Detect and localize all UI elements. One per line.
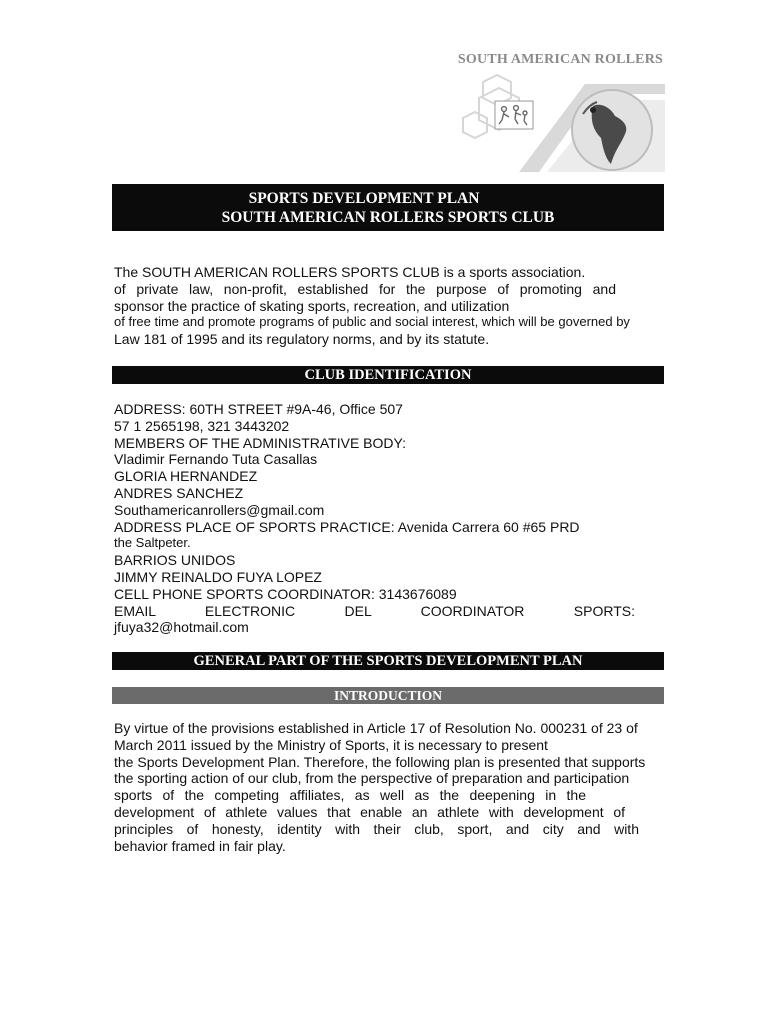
- text-line: March 2011 issued by the Ministry of Sports, it is necessary to present: [114, 736, 548, 753]
- address-line: ADDRESS: 60TH STREET #9A-46, Office 507: [114, 401, 403, 417]
- practice-address-line: ADDRESS PLACE OF SPORTS PRACTICE: Avenida Carrera 60 #65 PRD: [114, 518, 580, 535]
- title-banner: [112, 184, 664, 231]
- title-line-1: SPORTS DEVELOPMENT PLAN: [248, 190, 480, 207]
- club-email: Southamericanrollers@gmail.com: [114, 501, 325, 518]
- member-name: GLORIA HERNANDEZ: [114, 468, 258, 485]
- club-logo: [455, 74, 665, 172]
- section-heading-club-identification: CLUB IDENTIFICATION: [112, 366, 664, 384]
- admin-body-label: MEMBERS OF THE ADMINISTRATIVE BODY:: [114, 434, 406, 451]
- section-heading-introduction: INTRODUCTION: [112, 687, 664, 704]
- member-name: Vladimir Fernando Tuta Casallas: [114, 451, 318, 468]
- coordinator-email: jfuya32@hotmail.com: [114, 619, 249, 636]
- text-line: The SOUTH AMERICAN ROLLERS SPORTS CLUB is a sports association.: [114, 264, 586, 280]
- skaters-emblem: [495, 101, 533, 129]
- text-line: of free time and promote programs of public and social interest, which will be governed by: [114, 314, 630, 330]
- member-name: ANDRES SANCHEZ: [114, 484, 244, 501]
- section-heading-general-part: GENERAL PART OF THE SPORTS DEVELOPMENT PLAN: [112, 652, 664, 670]
- coordinator-email-label: EMAIL ELECTRONIC DEL COORDINATOR SPORTS:: [114, 602, 635, 619]
- text-line: the Sports Development Plan. Therefore, the following plan is presented that supports: [114, 753, 646, 770]
- text-line: sponsor the practice of skating sports, recreation, and utilization: [114, 297, 510, 314]
- text-line: of private law, non-profit, established for the purpose of promoting and: [114, 280, 616, 297]
- introduction-paragraph: [114, 720, 680, 854]
- coordinator-name: JIMMY REINALDO FUYA LOPEZ: [114, 568, 322, 585]
- phone-line: 57 1 2565198, 321 3443202: [114, 417, 290, 434]
- org-name: SOUTH AMERICAN ROLLERS: [457, 52, 663, 67]
- title-line-2: SOUTH AMERICAN ROLLERS SPORTS CLUB: [221, 209, 555, 226]
- text-line: principles of honesty, identity with their club, sport, and city and with: [114, 820, 639, 837]
- text-line: sports of the competing affiliates, as well as the deepening in the: [114, 787, 586, 804]
- text-line: By virtue of the provisions established in Article 17 of Resolution No. 000231 of 23 of: [114, 720, 638, 736]
- intro-paragraph: [114, 264, 682, 348]
- neighborhood-line: BARRIOS UNIDOS: [114, 552, 236, 569]
- practice-address-continued: the Saltpeter.: [114, 535, 191, 551]
- text-line: the sporting action of our club, from the perspective of preparation and participation: [114, 770, 630, 787]
- coordinator-phone: CELL PHONE SPORTS COORDINATOR: 3143676089: [114, 585, 457, 602]
- text-line: development of athlete values that enable an athlete with development of: [114, 803, 625, 820]
- text-line: Law 181 of 1995 and its regulatory norms, and by its statute.: [114, 330, 490, 347]
- club-identification-details: [114, 401, 636, 636]
- text-line: behavior framed in fair play.: [114, 837, 286, 854]
